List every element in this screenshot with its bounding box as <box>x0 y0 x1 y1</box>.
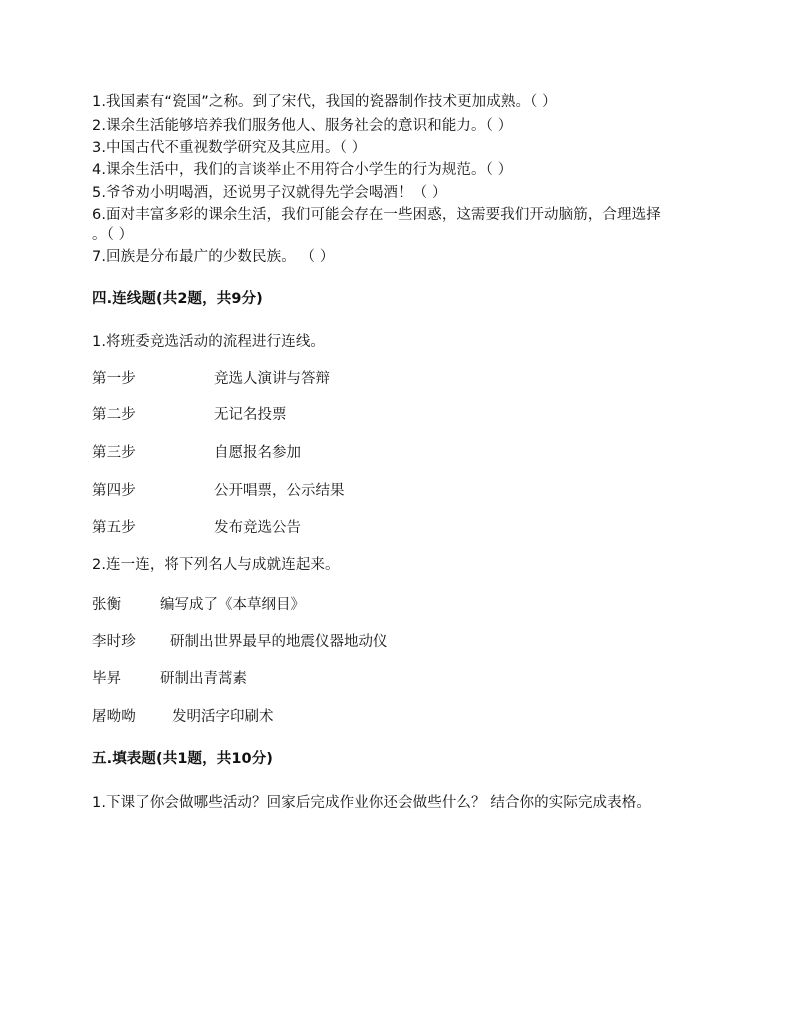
step-option-3: 自愿报名参加 <box>214 445 301 461</box>
person-3: 毕昇 <box>92 671 122 687</box>
section-4-title: 四.连线题(共2题，共9分) <box>92 291 263 307</box>
step-option-1: 竞选人演讲与答辩 <box>214 371 330 387</box>
step-5: 第五步 <box>92 520 136 536</box>
tf-item-1: 1.我国素有“瓷国”之称。到了宋代，我国的瓷器制作技术更加成熟。（ ） <box>92 94 557 110</box>
step-option-5: 发布竞选公告 <box>214 520 301 536</box>
step-3: 第三步 <box>92 445 136 461</box>
person-4: 屠呦呦 <box>92 709 136 725</box>
step-option-2: 无记名投票 <box>214 407 287 423</box>
achievement-4: 发明活字印刷术 <box>172 709 274 725</box>
tf-item-6-continued: 。（ ） <box>92 227 134 243</box>
tf-item-6: 6.面对丰富多彩的课余生活，我们可能会存在一些困惑，这需要我们开动脑筋，合理选择 <box>92 207 661 223</box>
step-1: 第一步 <box>92 371 136 387</box>
tf-item-4: 4.课余生活中，我们的言谈举止不用符合小学生的行为规范。（ ） <box>92 162 513 178</box>
achievement-2: 研制出世界最早的地震仪器地动仪 <box>170 634 388 650</box>
tf-item-7: 7.回族是分布最广的少数民族。 （ ） <box>92 249 335 265</box>
person-2: 李时珍 <box>92 634 136 650</box>
tf-item-2: 2.课余生活能够培养我们服务他人、服务社会的意识和能力。（ ） <box>92 118 513 134</box>
person-1: 张衡 <box>92 597 122 613</box>
step-2: 第二步 <box>92 407 136 423</box>
section-4-q1-prompt: 1.将班委竞选活动的流程进行连线。 <box>92 334 326 350</box>
section-5-q1-prompt: 1.下课了你会做哪些活动？回家后完成作业你还会做些什么？ 结合你的实际完成表格。 <box>92 795 651 811</box>
step-option-4: 公开唱票，公示结果 <box>214 483 345 499</box>
step-4: 第四步 <box>92 483 136 499</box>
achievement-1: 编写成了《本草纲目》 <box>160 597 305 613</box>
achievement-3: 研制出青蒿素 <box>160 671 247 687</box>
tf-item-5: 5.爷爷劝小明喝酒，还说男子汉就得先学会喝酒！（ ） <box>92 185 447 201</box>
tf-item-3: 3.中国古代不重视数学研究及其应用。（ ） <box>92 140 367 156</box>
section-4-q2-prompt: 2.连一连，将下列名人与成就连起来。 <box>92 557 340 573</box>
section-5-title: 五.填表题(共1题，共10分) <box>92 751 274 767</box>
